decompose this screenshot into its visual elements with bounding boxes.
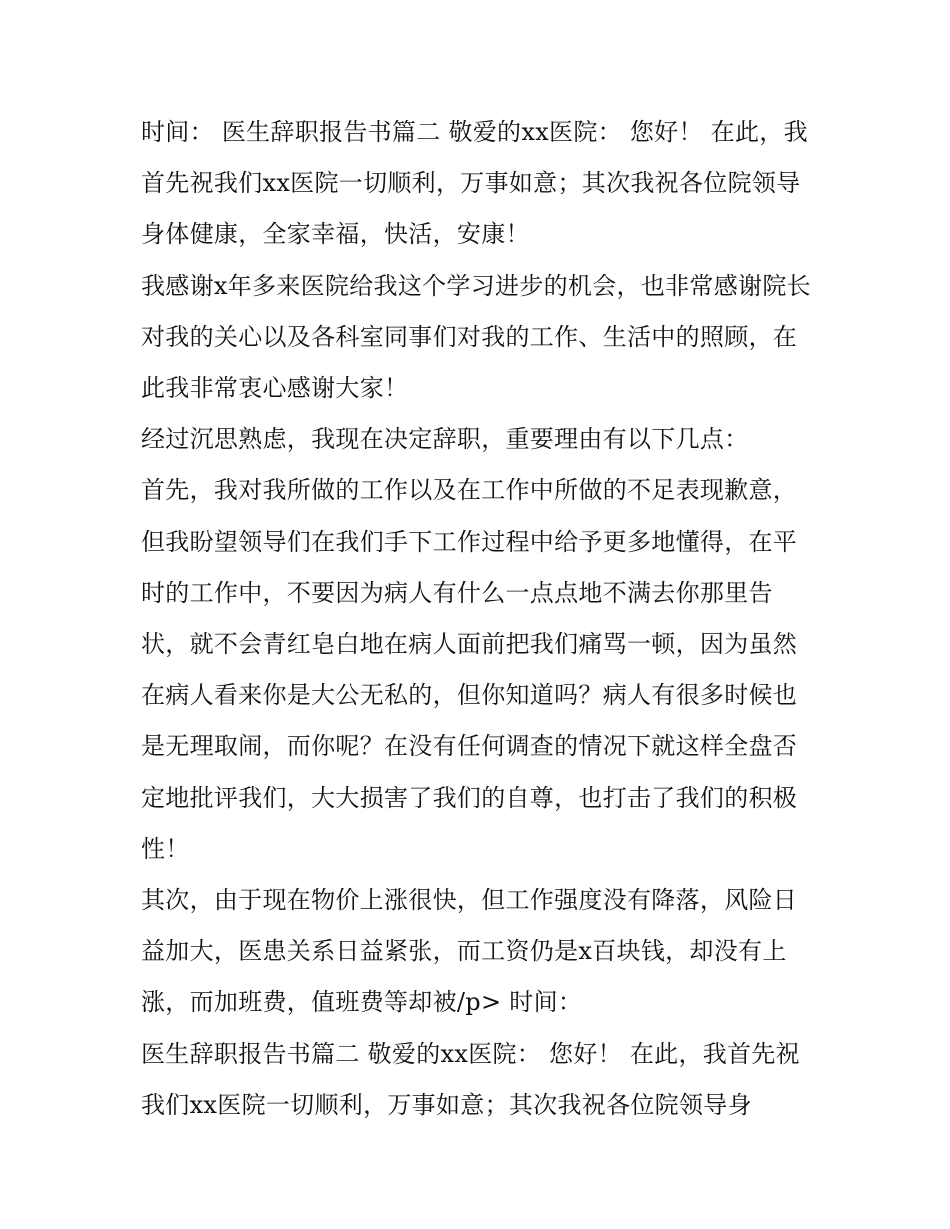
paragraph: 首先，我对我所做的工作以及在工作中所做的不足表现歉意，但我盼望领导们在我们手下工作过程中给予更多地懂得，在平时的工作中，不要因为病人有什么一点点地不满去你那里告状，就不会青红皂白地在病人面前把我们痛骂一顿，因为虽然在病人看来你是大公无私的，但你知道吗？病人有很多时候也是无理取闹，而你呢？在没有任何调查的情况下就这样全盘否定地批评我们，大大损害了我们的自尊，也打击了我们的积极性！ (141, 476, 798, 863)
paragraph: 时间： 医生辞职报告书篇二 敬爱的xx医院： 您好！ 在此，我首先祝我们xx医院一切顺利，万事如意；其次我祝各位院领导身体健康，全家幸福，快活，安康！ (141, 118, 808, 249)
document-body (141, 107, 816, 1131)
paragraph: 经过沉思熟虑，我现在决定辞职，重要理由有以下几点： (141, 425, 749, 454)
paragraph: 其次，由于现在物价上涨很快，但工作强度没有降落，风险日益加大，医患关系日益紧张，而工资仍是x百块钱，却没有上涨，而加班费，值班费等却被/p> 时间： (141, 886, 798, 1017)
paragraph: 医生辞职报告书篇二 敬爱的xx医院： 您好！ 在此，我首先祝我们xx医院一切顺利，万事如意；其次我祝各位院领导身 (141, 1039, 800, 1119)
paragraph: 我感谢x年多来医院给我这个学习进步的机会，也非常感谢院长对我的关心以及各科室同事们对我的工作、生活中的照顾，在此我非常衷心感谢大家！ (141, 271, 811, 403)
